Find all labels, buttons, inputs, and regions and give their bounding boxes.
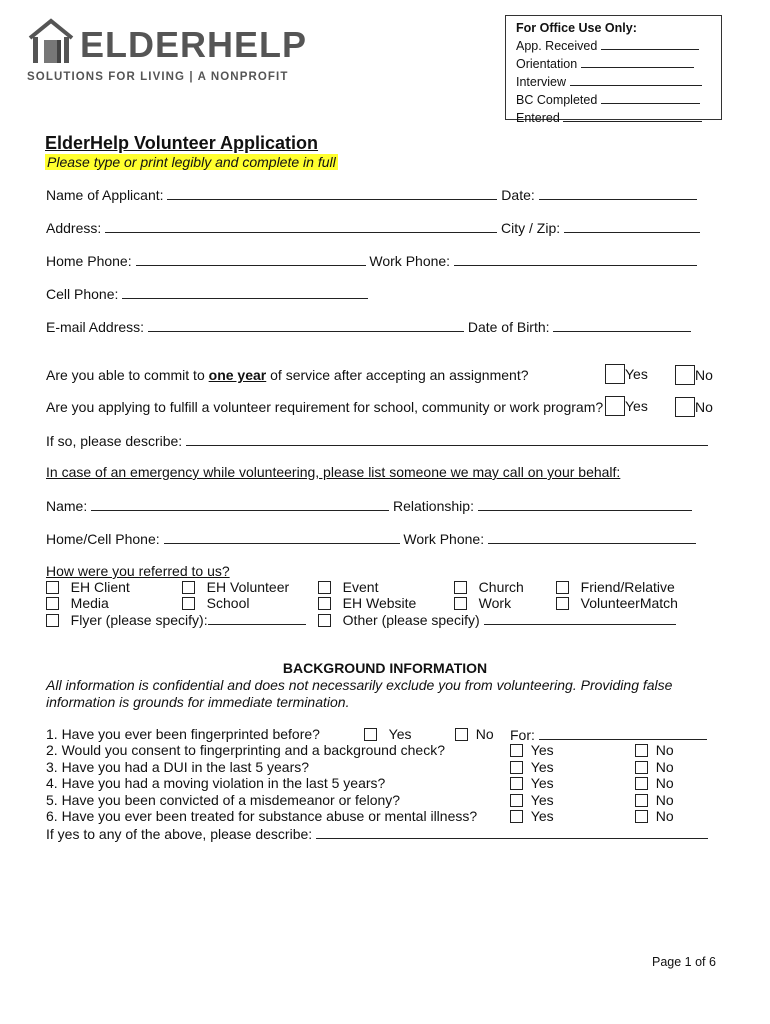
referral-option: EH Volunteer [206,579,290,595]
homephone-field[interactable] [136,252,366,266]
address-field[interactable] [105,219,497,233]
workphone-label: Work Phone: [369,253,451,269]
describe-field[interactable] [186,432,708,446]
bg-yes-checkbox[interactable] [510,761,523,774]
referral-checkbox[interactable] [318,614,331,627]
bg-yes-checkbox[interactable] [510,777,523,790]
no-label: No [475,726,494,742]
homephone-label: Home Phone: [46,253,132,269]
referral-option: EH Client [70,579,130,595]
no-label: No [655,775,674,791]
commit-q1-no-checkbox[interactable] [675,365,695,385]
yes-label: Yes [530,808,554,824]
bg-no-checkbox[interactable] [635,777,648,790]
yes-label: Yes [388,726,412,742]
no-label: No [655,808,674,824]
bg-describe-label: If yes to any of the above, please describe: [46,826,313,842]
date-label: Date: [501,187,535,203]
bg-question: 2. Would you consent to fingerprinting and a background check? [46,742,445,758]
commit-q1-post: of service after accepting an assignment? [266,367,529,383]
bg-describe-field[interactable] [316,825,708,839]
referral-option: Event [342,579,379,595]
background-heading: BACKGROUND INFORMATION [282,660,488,676]
emergency-heading: In case of an emergency while volunteering, please list someone we may call on your behalf: [46,464,621,480]
cityzip-field[interactable] [564,219,700,233]
logo-name: ELDERHELP [80,24,308,65]
bg-no-checkbox[interactable] [635,761,648,774]
cityzip-label: City / Zip: [501,220,561,236]
for-field[interactable] [539,726,707,740]
referral-checkbox[interactable] [182,597,195,610]
referral-checkbox[interactable] [556,597,569,610]
name-label: Name of Applicant: [46,187,164,203]
referral-option: Work [478,595,512,611]
dob-field[interactable] [553,318,691,332]
office-field: Entered [516,111,560,125]
emergency-name-label: Name: [46,498,88,514]
bg-q1-no-checkbox[interactable] [455,728,468,741]
emergency-workphone-field[interactable] [488,530,696,544]
dob-label: Date of Birth: [467,319,550,335]
house-icon [27,18,75,66]
no-label: No [655,758,674,775]
referral-option: EH Website [342,595,417,611]
yes-label: Yes [625,398,648,414]
commit-q2-no-checkbox[interactable] [675,397,695,417]
office-heading: For Office Use Only: [516,21,637,35]
date-field[interactable] [539,186,697,200]
referral-heading: How were you referred to us? [46,563,230,579]
name-field[interactable] [167,186,497,200]
form-title: ElderHelp Volunteer Application [45,133,319,153]
office-field: Orientation [516,57,578,71]
referral-checkbox[interactable] [556,581,569,594]
bg-q1-yes-checkbox[interactable] [364,728,377,741]
referral-checkbox[interactable] [318,581,331,594]
emergency-workphone-label: Work Phone: [403,531,485,547]
yes-label: Yes [530,775,554,791]
address-label: Address: [46,220,102,236]
page-number: Page 1 of 6 [652,955,716,969]
yes-label: Yes [530,742,554,758]
commit-q1-emph: one year [208,367,267,383]
commit-q1-pre: Are you able to commit to [46,367,209,383]
office-use-box [505,15,722,125]
bg-no-checkbox[interactable] [635,744,648,757]
cellphone-field[interactable] [122,285,368,299]
describe-label: If so, please describe: [46,433,183,449]
bg-question: 6. Have you ever been treated for substance abuse or mental illness? [46,808,478,824]
commit-q1-yes-checkbox[interactable] [605,364,625,384]
referral-checkbox[interactable] [46,597,59,610]
homecell-label: Home/Cell Phone: [46,531,160,547]
office-field: App. Received [516,39,598,53]
relationship-field[interactable] [478,497,692,511]
bg-question: 4. Have you had a moving violation in the last 5 years? [46,775,386,791]
workphone-field[interactable] [454,252,697,266]
referral-checkbox[interactable] [454,581,467,594]
form-subtitle: Please type or print legibly and complete in full [47,154,336,170]
background-note: All information is confidential and does not necessarily exclude you from volunteering. Providing false [46,677,673,693]
email-label: E-mail Address: [46,319,145,335]
referral-checkbox[interactable] [46,581,59,594]
yes-label: Yes [530,758,554,775]
office-field: Interview [516,75,567,89]
referral-option: Flyer (please specify): [70,612,208,628]
homecell-field[interactable] [164,530,400,544]
referral-option: School [206,595,250,611]
cellphone-label: Cell Phone: [46,286,119,302]
referral-option: Friend/Relative [580,579,675,595]
bg-yes-checkbox[interactable] [510,810,523,823]
bg-no-checkbox[interactable] [635,810,648,823]
email-field[interactable] [148,318,464,332]
for-label: For: [510,727,535,743]
relationship-label: Relationship: [393,498,474,514]
no-label: No [655,742,674,758]
commit-q2: Are you applying to fulfill a volunteer requirement for school, community or work program? [46,399,604,415]
flyer-specify-field[interactable] [208,611,306,625]
logo-tagline: SOLUTIONS FOR LIVING | A NONPROFIT [27,71,289,83]
referral-checkbox[interactable] [46,614,59,627]
yes-label: Yes [625,366,648,382]
no-label: No [695,367,713,383]
yes-label: Yes [530,791,554,808]
referral-option: VolunteerMatch [580,595,678,611]
emergency-name-field[interactable] [91,497,389,511]
background-note: information is grounds for immediate termination. [46,693,350,710]
referral-option: Church [478,579,524,595]
no-label: No [695,399,713,415]
office-field: BC Completed [516,93,598,107]
referral-option: Other (please specify) [342,612,480,628]
bg-no-checkbox[interactable] [635,794,648,807]
bg-yes-checkbox[interactable] [510,744,523,757]
no-label: No [655,791,674,808]
referral-option: Media [70,595,109,611]
other-specify-field[interactable] [484,611,676,625]
bg-question: 1. Have you ever been fingerprinted before? [46,726,320,742]
bg-question: 5. Have you been convicted of a misdemeanor or felony? [46,791,401,808]
bg-yes-checkbox[interactable] [510,794,523,807]
referral-checkbox[interactable] [454,597,467,610]
commit-q2-yes-checkbox[interactable] [605,396,625,416]
referral-checkbox[interactable] [318,597,331,610]
bg-question: 3. Have you had a DUI in the last 5 years? [46,758,310,775]
referral-checkbox[interactable] [182,581,195,594]
